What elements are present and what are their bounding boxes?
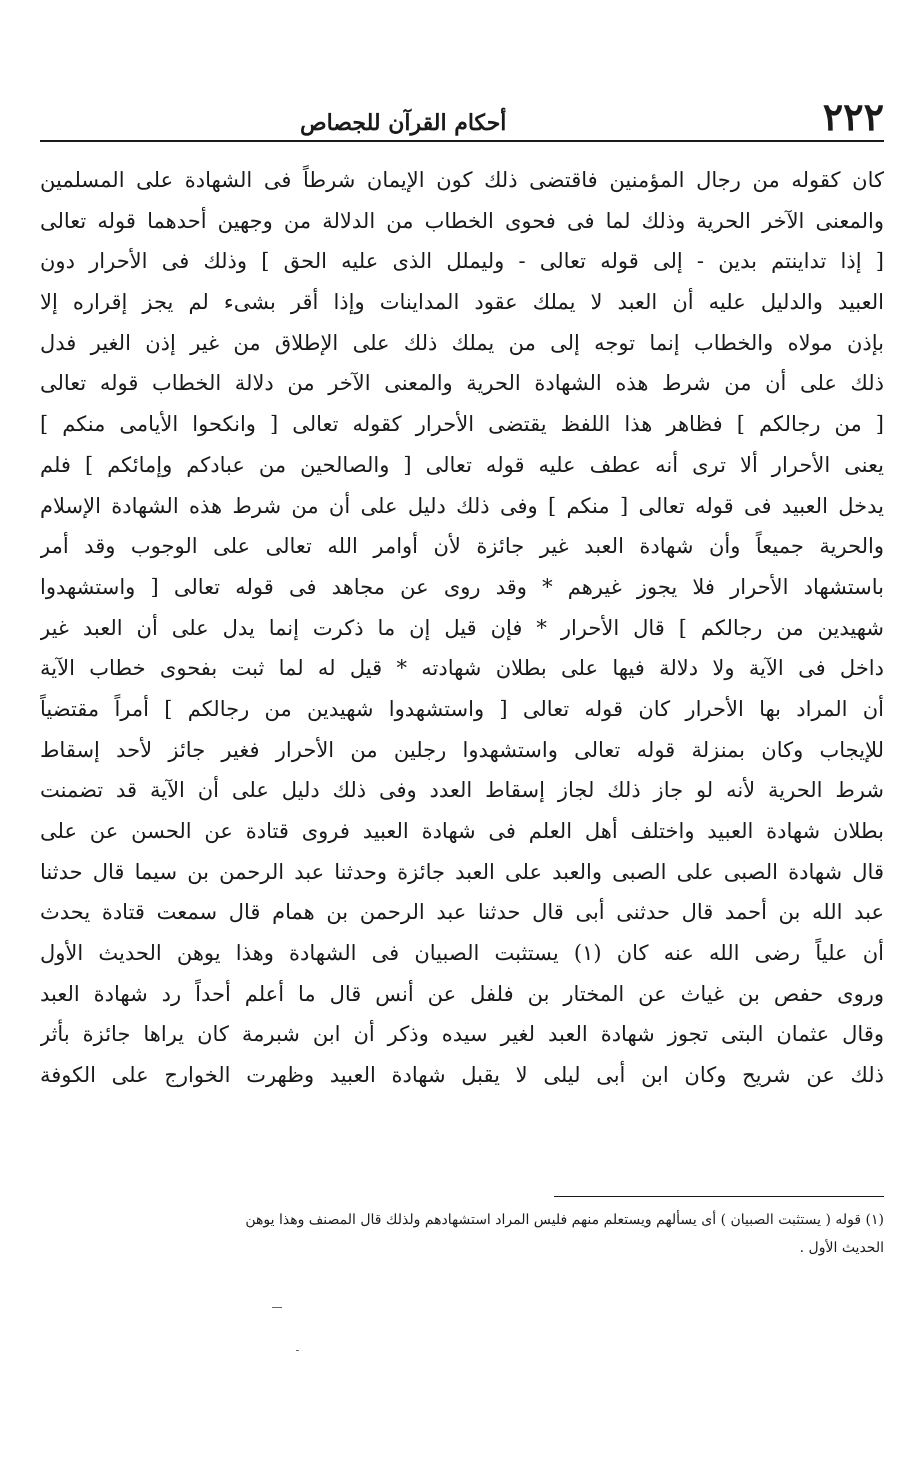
body-line: أن المراد بها الأحرار كان قوله تعالى [ واستشهدوا شهيدين من رجالكم ] أمراً مقتضياً bbox=[40, 696, 884, 721]
body-line: للإيجاب وكان بمنزلة قوله تعالى واستشهدوا رجلين من الأحرار فغير جائز لأحد إسقاط bbox=[40, 737, 884, 762]
body-line: عبد الله بن أحمد قال حدثنى أبى قال حدثنا عبد الرحمن بن همام قال سمعت قتادة يحدث bbox=[40, 900, 884, 925]
running-title: أحكام القرآن للجصاص bbox=[300, 110, 507, 136]
body-line: كان كقوله من رجال المؤمنين فاقتضى ذلك كون الإيمان شرطاً فى الشهادة على المسلمين bbox=[40, 168, 884, 192]
body-line: والمعنى الآخر الحرية وذلك لما فى فحوى الخطاب من الدلالة من وجهين أحدهما قوله تعالى bbox=[40, 208, 884, 233]
body-line: شهيدين من رجالكم ] قال الأحرار * فإن قيل إن ما ذكرت إنما يدل على أن العبد غير bbox=[40, 615, 884, 640]
body-line: العبيد والدليل عليه أن العبد لا يملك عقود المداينات وإذا أقر بشىء لم يجز إقراره إلا bbox=[40, 290, 884, 315]
body-line: شرط الحرية لأنه لو جاز ذلك لجاز إسقاط العدد وفى ذلك دليل على أن الآية قد تضمنت bbox=[40, 778, 884, 803]
footnote-line: (١) قوله ( يستثبت الصبيان ) أى يسألهم ويستعلم منهم فليس المراد استشهادهم ولذلك قال المصنف وهذا يوهن bbox=[245, 1212, 884, 1228]
footnote-line: الحديث الأول . bbox=[799, 1240, 884, 1256]
body-line: باستشهاد الأحرار فلا يجوز غيرهم * وقد روى عن مجاهد فى قوله تعالى [ واستشهدوا bbox=[40, 574, 884, 599]
footnote-rule bbox=[554, 1196, 884, 1197]
body-line: وقال عثمان البتى تجوز شهادة العبد لغير سيده وذكر أن ابن شبرمة كان يراها جائزة بأثر bbox=[40, 1022, 884, 1047]
body-line: والحرية جميعاً وأن شهادة العبد غير جائزة لأن أوامر الله تعالى على الوجوب وقد أمر bbox=[40, 534, 884, 559]
page-number: ٢٢٢ bbox=[822, 94, 884, 139]
body-line: يدخل العبيد فى قوله تعالى [ منكم ] وفى ذلك دليل على أن من شرط هذه الشهادة الإسلام bbox=[40, 493, 884, 518]
body-line: ذلك على أن من شرط هذه الشهادة الحرية والمعنى الآخر من دلالة الخطاب قوله تعالى bbox=[40, 371, 884, 396]
body-line: يعنى الأحرار ألا ترى أنه عطف عليه قوله تعالى [ والصالحين من عبادكم وإمائكم ] فلم bbox=[40, 452, 884, 477]
body-line: ذلك عن شريح وكان ابن أبى ليلى لا يقبل شهادة العبيد وظهرت الخوارج على الكوفة bbox=[40, 1063, 884, 1088]
page-header bbox=[40, 92, 884, 139]
footnote bbox=[40, 1206, 884, 1262]
body-line: وروى حفص بن غياث عن المختار بن فلفل عن أنس قال ما أعلم أحداً رد شهادة العبد bbox=[40, 981, 884, 1006]
header-rule bbox=[40, 140, 884, 142]
body-line: [ من رجالكم ] فظاهر هذا اللفظ يقتضى الأحرار كقوله تعالى [ وانكحوا الأيامى منكم ] bbox=[40, 412, 884, 437]
body-line: داخل فى الآية ولا دلالة فيها على بطلان شهادته * قيل له لما ثبت بفحوى خطاب الآية bbox=[40, 656, 884, 681]
body-text bbox=[40, 160, 884, 1096]
body-line: قال شهادة الصبى على الصبى والعبد على العبد جائزة وحدثنا عبد الرحمن بن سيما قال حدثنا bbox=[40, 859, 884, 884]
scan-speck bbox=[272, 1307, 282, 1308]
body-line: بإذن مولاه والخطاب إنما توجه إلى من يملك ذلك على الإطلاق من غير إذن الغير فدل bbox=[40, 330, 884, 355]
scan-speck bbox=[296, 1350, 299, 1351]
body-line: أن علياً رضى الله عنه كان (١) يستثبت الصبيان فى الشهادة وهذا يوهن الحديث الأول bbox=[40, 941, 884, 966]
body-line: [ إذا تداينتم بدين - إلى قوله تعالى - وليملل الذى عليه الحق ] وذلك فى الأحرار دون bbox=[40, 249, 884, 274]
body-line: بطلان شهادة العبيد واختلف أهل العلم فى شهادة العبيد فروى قتادة عن الحسن عن على bbox=[40, 819, 884, 843]
